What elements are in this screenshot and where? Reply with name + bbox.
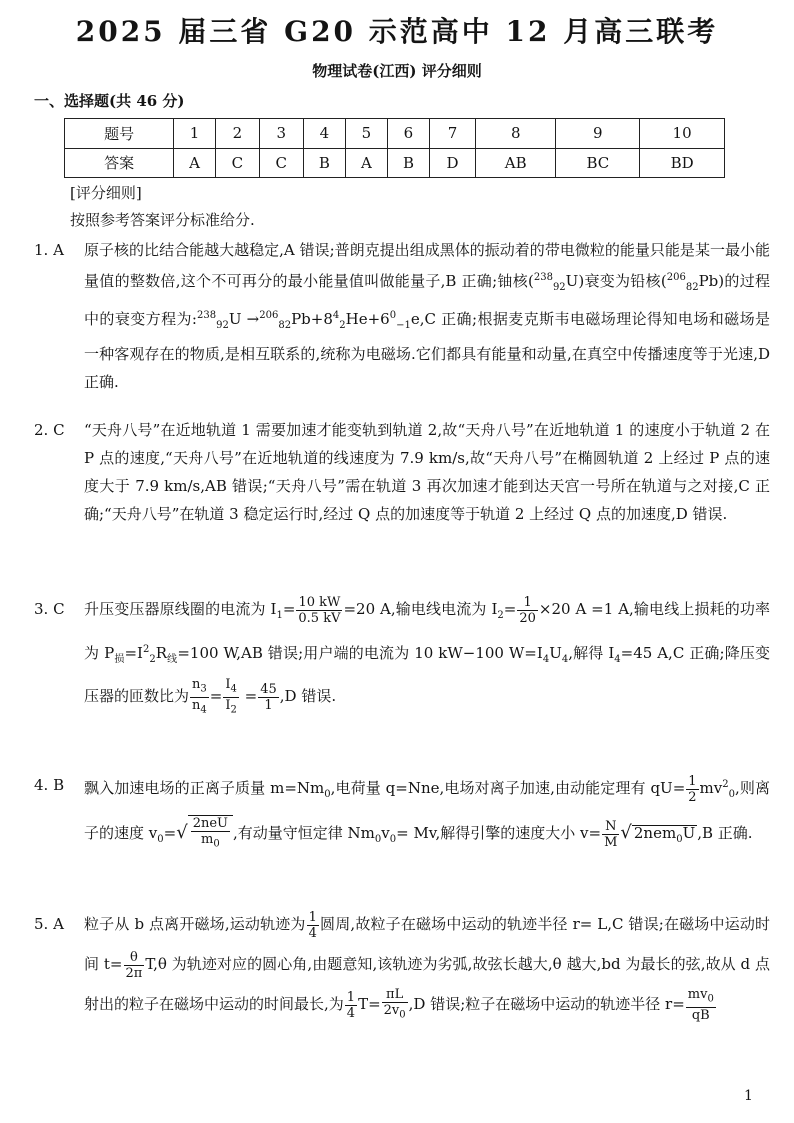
atomic-number: 92 [552,282,566,293]
solution-item-2 [34,416,770,528]
subscript: 0 [676,834,683,845]
rubric-label: [评分细则] [70,184,142,202]
item-number: 1. A [34,241,64,259]
item-body [84,236,770,396]
text-run: T= [358,995,381,1013]
numerator: πL [382,987,408,1003]
denominator: 4 [308,925,317,941]
item-number: 5. A [34,915,64,933]
table-row-label: 题号 [65,119,174,149]
variable: mv [687,987,708,1003]
subscript: 4 [614,654,621,665]
variable: n [192,697,201,713]
text-run: ,D 错误;粒子在磁场中运动的轨迹半径 r= [408,995,685,1013]
fraction [296,595,342,626]
answer-cell: C [215,148,259,178]
text-run: 飘入加速电场的正离子质量 m=Nm [84,779,325,797]
page-title: 2025 届三省 G20 示范高中 12 月高三联考 [75,15,719,48]
question-number: 5 [346,119,388,149]
denominator [191,832,230,852]
subscript: 0 [389,834,397,845]
item-number: 3. C [34,600,65,618]
item-body [84,904,770,1024]
subscript: 3 [200,683,207,695]
variable: v [381,824,390,842]
answer-cell: B [303,148,345,178]
text-run: =100 W,AB 错误;用户端的电流为 10 kW−100 W=I [177,644,543,662]
text-run: 原子核的比结合能越大越稳定,A 错误;普朗克提出组成黑体的振动着的带电微粒的能量只能是某一最小能量值的整数倍,这个不可再分的最小能量值叫做能量子,B 正确;铀核( [84,241,770,290]
denominator [223,698,239,718]
fraction [124,950,145,981]
numerator: 1 [308,909,317,925]
fraction [686,987,716,1023]
denominator: 0.5 kV [298,610,341,626]
rubric-text: 按照参考答案评分标准给分. [70,211,255,229]
subscript: 0 [157,834,164,845]
item-body: “天舟八号”在近地轨道 1 需要加速才能变轨到轨道 2,故“天舟八号”在近地轨道 1 的速度小于轨道 2 在 P 点的速度,“天舟八号”在近地轨道的线速度为 7.9 km/s,故“天舟八号”在椭圆轨道 2 上经过 P 点的速度大于 7.9 km/s,AB 错误;“天舟八号”需在轨道 3 再次加速才能到达天宫一号所在轨道与之对接,C 正确;“天舟八号”在轨道 3 稳定运行时,经过 Q 点的加速度等于轨道 2 上经过 Q 点的加速度,D 错误. [84,421,770,523]
mass-number: 238 [533,272,553,283]
numerator: 45 [260,681,277,697]
fraction [223,677,239,717]
variable: mv [699,779,723,797]
atomic-number: −1 [396,320,411,331]
subscript: 4 [230,683,237,695]
page-subtitle: 物理试卷(江西) 评分细则 [312,62,482,80]
answer-cell: A [174,148,216,178]
variable: I [225,677,231,692]
atomic-number: 92 [216,320,229,331]
section-heading: 一、选择题(共 46 分) [34,92,185,110]
text-run: Pb)的过程中的衰变方程为: [84,272,770,328]
denominator: M [604,834,618,850]
question-number: 8 [476,119,556,149]
subscript: 4 [542,654,550,665]
numerator [190,677,209,698]
answer-cell: C [259,148,303,178]
numerator: 1 [346,989,356,1005]
question-number: 9 [556,119,640,149]
numerator [686,987,716,1008]
fraction [307,910,319,941]
text-run: ,有动量守恒定律 Nm [232,824,375,842]
fraction [190,677,209,717]
radicand: 2nem [633,824,677,842]
text-run: 圆周,故粒子在磁场中运动的轨迹半径 r= L,C 错误;在磁场中运动时间 t= [84,915,770,973]
answer-cell: A [346,148,388,178]
subscript: 0 [374,834,382,845]
answer-cell: D [430,148,476,178]
sqrt-sign: √ [620,822,632,843]
answer-table [64,118,725,178]
text-run: Pb+8 [291,310,333,328]
fraction [191,816,230,852]
text-run: R [155,644,168,662]
denominator [382,1003,408,1023]
text-run: T,θ 为轨迹对应的圆心角,由题意知,该轨迹为劣弧,故弦长越大,θ 越大,bd 为最长的弦,故从 d 点射出的粒子在磁场中运动的时间最长,为 [84,955,770,1013]
text-run: ,则离子的速度 v [84,779,770,842]
text-run: =20 A,输电线电流为 I [343,600,498,618]
sqrt-sign: √ [176,822,188,843]
variable: U [549,644,562,662]
subscript: 0 [213,838,220,850]
fraction [602,819,619,850]
atomic-number: 2 [339,320,346,331]
text-run: U)衰变为铅核( [565,272,667,290]
text-run: = Mv,解得引擎的速度大小 v= [396,824,602,842]
subscript: 2 [497,610,504,621]
denominator [190,698,209,718]
denominator: 2π [125,965,143,981]
question-number: 7 [430,119,476,149]
fraction [382,987,408,1023]
question-number: 6 [387,119,429,149]
question-number: 4 [303,119,345,149]
fraction [517,595,538,626]
fraction [258,682,279,713]
variable: U [682,824,696,842]
solution-item-5 [34,904,770,1024]
subscript: 0 [707,993,714,1005]
atomic-number: 82 [278,320,292,331]
denominator: 4 [346,1005,356,1021]
item-number: 4. B [34,776,65,794]
text-run: e,C 正确;根据麦克斯韦电磁场理论得知电场和磁场是一种客观存在的物质,是相互联系的,统称为电磁场.它们都具有能量和动量,在真空中传播速度等于光速,D 正确. [84,310,770,391]
denominator: 1 [264,697,273,713]
fraction [345,990,357,1021]
subscript: 线 [167,654,178,665]
answer-cell: BC [556,148,640,178]
mass-number: 4 [332,310,340,321]
table-row [65,119,725,149]
sqrt-body [632,825,697,847]
text-run: He+6 [345,310,390,328]
text-run: U → [228,310,260,328]
numerator: 1 [688,773,697,789]
variable: m [200,832,214,848]
page-number: 1 [744,1088,753,1104]
item-body [84,766,770,859]
numerator: 1 [517,595,538,611]
solution-item-3 [34,592,770,717]
subscript: 损 [114,654,125,665]
item-number: 2. C [34,421,65,439]
sqrt-body [188,815,233,852]
subscript: 2 [149,654,156,665]
solution-item-4 [34,766,770,859]
subscript: 0 [399,1009,406,1021]
subscript: 0 [728,789,735,800]
question-number: 2 [215,119,259,149]
subscript: 1 [276,610,283,621]
variable: I [225,697,231,713]
text-run: =45 A,C 正确;降压变压器的匝数比为 [84,644,771,706]
denominator: qB [691,1007,710,1023]
numerator [223,677,239,698]
subscript: 4 [200,704,207,716]
denominator: 2 [688,789,697,805]
subscript: 2 [230,704,237,716]
text-run: ×20 A =1 A,输电线上损耗的功率为 P [84,600,770,662]
question-number: 3 [259,119,303,149]
superscript: 2 [142,644,150,655]
numerator: 2neU [192,816,228,832]
subscript: 4 [561,654,569,665]
mass-number: 0 [389,310,397,321]
superscript: 2 [722,779,729,790]
mass-number: 206 [259,310,279,321]
table-row [65,148,725,178]
question-number: 1 [174,119,216,149]
numerator: 10 kW [296,595,342,611]
answer-cell: AB [476,148,556,178]
solution-item-1 [34,236,770,396]
text-run: ,B 正确. [697,824,753,842]
text-run: 升压变压器原线圈的电流为 I [84,600,277,618]
table-row-label: 答案 [65,148,174,178]
variable: n [192,677,201,692]
item-body: 升压变压器原线圈的电流为 $I_1=$ $\frac{10 kW}{0.5 kV}$ =20 A,输电线电流为 $I_2=$ $\frac{1}{20}$ ×20 A =1 A,输电线上损耗的功率为 $P_损=I^2_2R_线=100$ W,AB 错误;用户端的电流为 10 kW−100 $W=I_4U_4$,解得 $I_4=45$ A,C 正确;降压变压器的匝数比为 $\frac{n_3}{n_4}$ = $\frac{I_4}{I_2}$ = $\frac{45}{1}$ ,D 错误. [84,594,771,716]
text-run: 粒子从 b 点离开磁场,运动轨迹为 [84,915,306,933]
variable: 2v [383,1003,400,1019]
fraction [686,774,698,805]
text-run: ,解得 I [568,644,615,662]
subscript: 0 [324,789,331,800]
denominator: 20 [519,610,536,626]
numerator: θ [124,950,145,966]
question-number: 10 [640,119,725,149]
mass-number: 206 [666,272,686,283]
atomic-number: 82 [685,282,699,293]
text-run: ,电荷量 q=Nne,电场对离子加速,由动能定理有 qU= [330,779,686,797]
answer-cell: BD [640,148,725,178]
numerator: N [602,819,619,835]
equals-sign: = [163,824,177,842]
answer-cell: B [387,148,429,178]
text-run: ,D 错误. [279,687,337,706]
mass-number: 238 [197,310,217,321]
